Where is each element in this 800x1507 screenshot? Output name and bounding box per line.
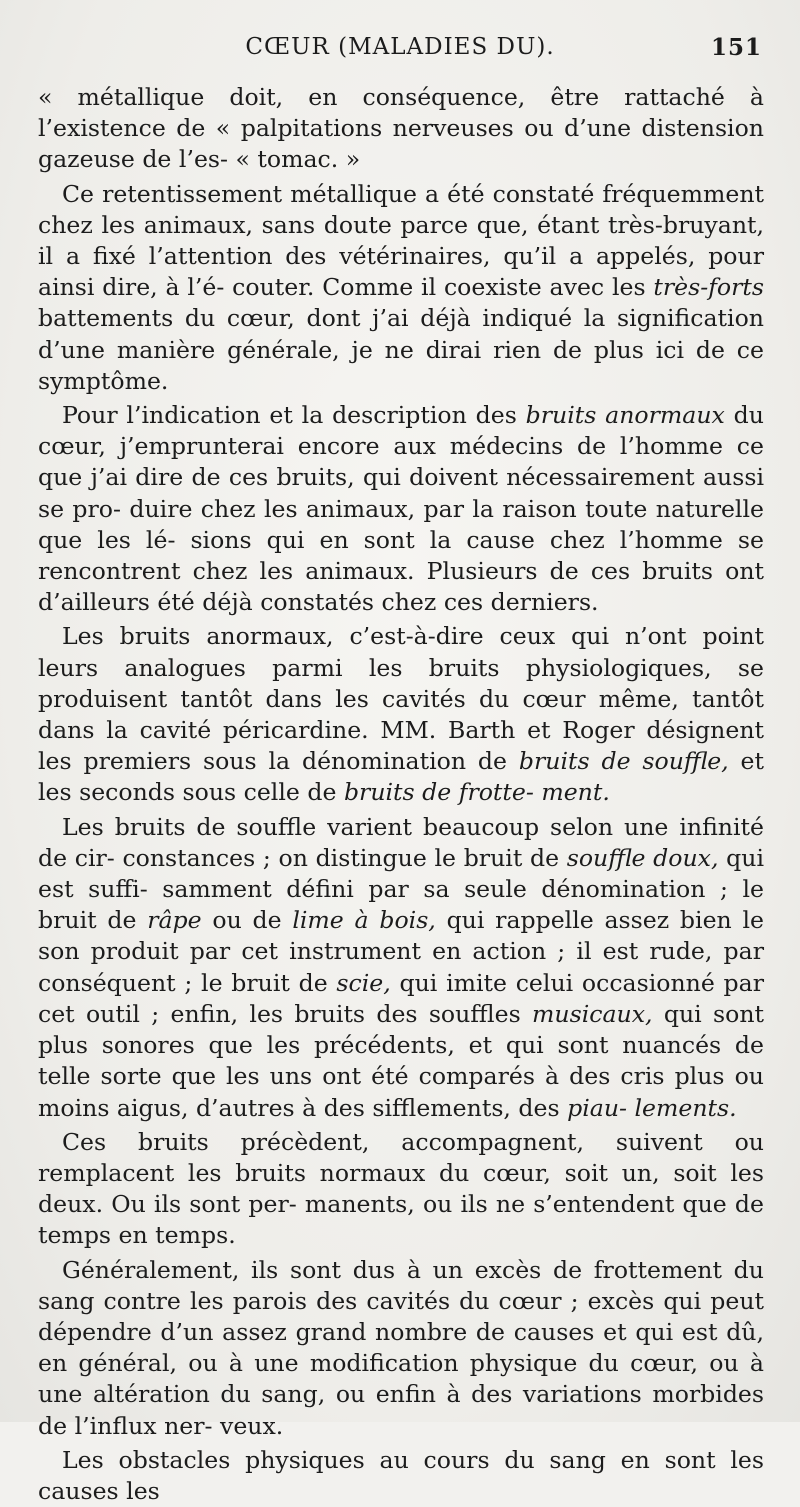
text-run: Pour l’indication et la description des	[62, 401, 526, 430]
italic-term: musicaux,	[532, 999, 653, 1028]
italic-term: bruits anormaux	[525, 401, 725, 430]
text-run: « métallique doit, en conséquence, être rattaché à l’existence de « palpitations nerveuses ou d’une distension gazeuse de l’es- « tomac. »	[38, 83, 764, 174]
paragraph	[38, 1445, 764, 1507]
page-number: 151	[710, 34, 762, 61]
italic-term: souffle doux,	[566, 843, 719, 872]
paragraph	[38, 400, 764, 618]
page-header	[38, 30, 762, 70]
running-title: CŒUR (MALADIES DU).	[245, 34, 555, 60]
italic-term: scie,	[336, 968, 391, 997]
text-run: battements du cœur, dont j’ai déjà indiqué la signification d’une manière générale, je ne dirai rien de plus ici de ce symptôme.	[38, 304, 764, 395]
text-run: Généralement, ils sont dus à un excès de frottement du sang contre les parois des cavités du cœur ; excès qui peut dépendre d’un assez grand nombre de causes et qui est dû, en général, ou à une modification physique du cœur, ou à une altération du sang, ou enfin à des variations morbides de l’influx ner- veux.	[38, 1255, 764, 1440]
paragraph	[38, 1127, 764, 1252]
text-run: qui sont plus sonores que les précédents, et qui sont nuancés de telle sorte que les uns ont été comparés à des cris plus ou moins aigus, d’autres à des sifflements, des	[38, 999, 764, 1122]
text-run: qui imite celui occasionné par cet outil ; enfin, les bruits des souffles	[38, 968, 765, 1028]
italic-term: piau- lements.	[567, 1093, 737, 1122]
paragraph	[38, 621, 764, 808]
paragraph	[38, 1255, 764, 1442]
text-run: et les seconds sous celle de	[38, 747, 764, 807]
paragraph	[38, 82, 764, 176]
italic-term: râpe	[147, 906, 202, 935]
text-run: Ces bruits précèdent, accompagnent, suivent ou remplacent les bruits normaux du cœur, soit un, soit les deux. Ou ils sont per- manents, ou ils ne s’entendent que de temps en temps.	[38, 1127, 764, 1250]
paragraph	[38, 179, 764, 397]
text-run: Ce retentissement métallique a été constaté fréquemment chez les animaux, sans doute parce que, étant très-bruyant, il a fixé l’attention des vétérinaires, qu’il a appelés, pour ainsi dire, à l’é- couter. Comme il coexiste avec les	[38, 179, 764, 302]
italic-term: très-forts	[653, 273, 764, 302]
text-run: Les obstacles physiques au cours du sang en sont les causes les	[38, 1445, 764, 1505]
text-run: qui est suffi- samment défini par sa seule dénomination ; le bruit de	[38, 843, 764, 935]
italic-term: bruits de souffle,	[518, 747, 729, 776]
italic-term: bruits de frotte- ment.	[343, 778, 610, 807]
text-run: ou de	[201, 906, 293, 935]
text-run: du cœur, j’emprunterai encore aux médecins de l’homme ce que j’ai dire de ces bruits, qui doivent nécessairement aussi se pro- duire chez les animaux, par la raison toute naturelle que les lé- sions qui en sont la cause chez l’homme se rencontrent chez les animaux. Plusieurs de ces bruits ont d’ailleurs été déjà constatés chez ces derniers.	[38, 401, 764, 617]
text-run: Les bruits de souffle varient beaucoup selon une infinité de cir- constances ; on distingue le bruit de	[38, 812, 764, 872]
italic-term: lime à bois,	[292, 906, 436, 935]
text-run: qui rappelle assez bien le son produit par cet instrument en action ; il est rude, par conséquent ; le bruit de	[38, 906, 764, 997]
text-run: Les bruits anormaux, c’est-à-dire ceux qui n’ont point leurs analogues parmi les bruits physiologiques, se produisent tantôt dans les cavités du cœur même, tantôt dans la cavité péricardine. MM. Barth et Roger désignent les premiers sous la dénomination de	[38, 622, 764, 776]
paragraph	[38, 812, 764, 1124]
body-text	[38, 82, 764, 1507]
